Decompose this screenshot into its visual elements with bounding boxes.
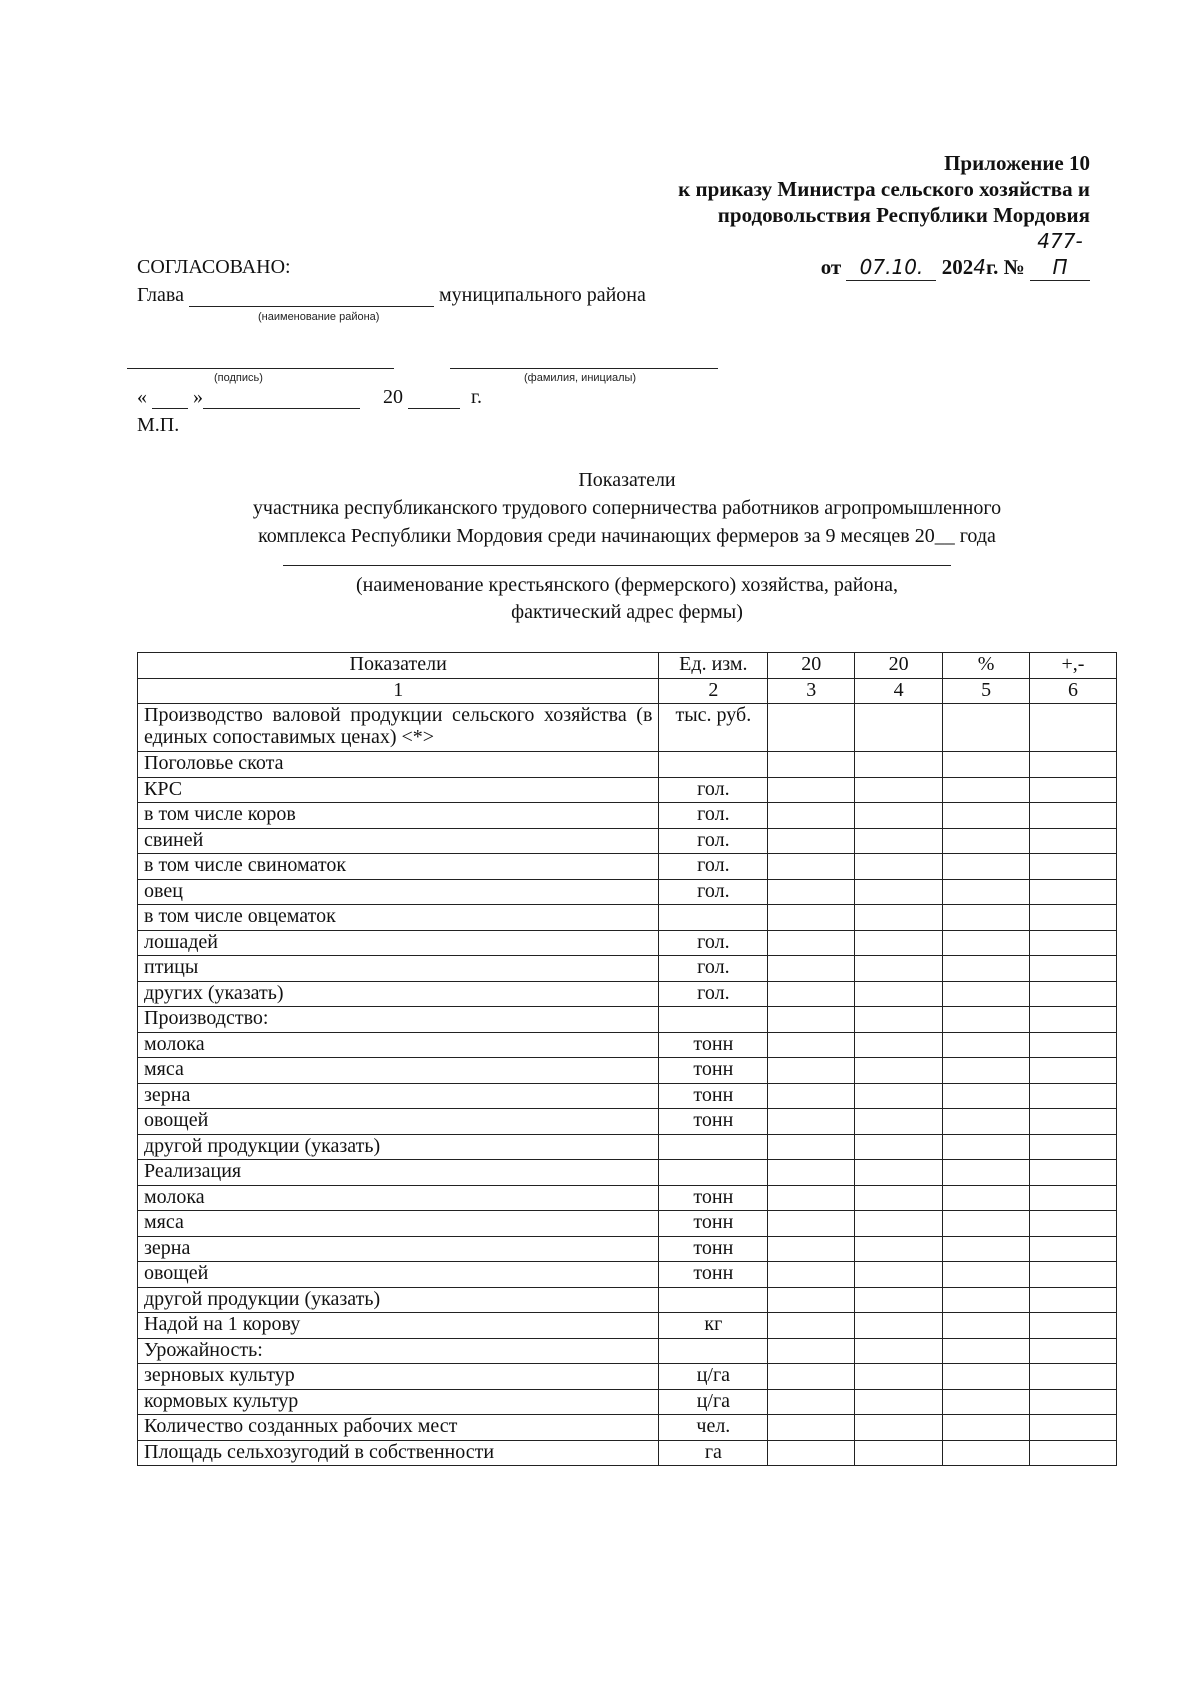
value-cell bbox=[1030, 1211, 1117, 1237]
value-cell bbox=[768, 1440, 855, 1466]
indicator-label: мяса bbox=[138, 1058, 659, 1084]
table-row bbox=[138, 1160, 1117, 1186]
value-cell bbox=[1030, 704, 1117, 752]
value-cell bbox=[768, 1262, 855, 1288]
signature-caption: (подпись) bbox=[214, 372, 263, 384]
unit-cell: тонн bbox=[659, 1058, 768, 1084]
table-row bbox=[138, 1058, 1117, 1084]
table-row bbox=[138, 803, 1117, 829]
value-cell bbox=[943, 1236, 1030, 1262]
value-cell bbox=[1030, 803, 1117, 829]
value-cell bbox=[768, 828, 855, 854]
value-cell bbox=[943, 956, 1030, 982]
value-cell bbox=[855, 956, 943, 982]
value-cell bbox=[768, 1236, 855, 1262]
value-cell bbox=[943, 1287, 1030, 1313]
value-cell bbox=[768, 1389, 855, 1415]
value-cell bbox=[1030, 854, 1117, 880]
indicator-label: в том числе коров bbox=[138, 803, 659, 829]
unit-cell bbox=[659, 1287, 768, 1313]
column-number: 2 bbox=[659, 678, 768, 704]
value-cell bbox=[855, 828, 943, 854]
value-cell bbox=[768, 752, 855, 778]
value-cell bbox=[1030, 1236, 1117, 1262]
value-cell bbox=[943, 981, 1030, 1007]
value-cell bbox=[855, 1083, 943, 1109]
value-cell bbox=[855, 1211, 943, 1237]
indicators-table bbox=[137, 652, 1117, 1466]
value-cell bbox=[855, 752, 943, 778]
unit-cell: гол. bbox=[659, 879, 768, 905]
year-blank bbox=[408, 388, 460, 409]
value-cell bbox=[768, 803, 855, 829]
indicator-label: в том числе свиноматок bbox=[138, 854, 659, 880]
table-header-row bbox=[138, 653, 1117, 679]
column-number: 1 bbox=[138, 678, 659, 704]
indicator-label: молока bbox=[138, 1032, 659, 1058]
value-cell bbox=[855, 1007, 943, 1033]
value-cell bbox=[855, 1287, 943, 1313]
value-cell bbox=[1030, 777, 1117, 803]
value-cell bbox=[768, 1134, 855, 1160]
value-cell bbox=[855, 803, 943, 829]
table-row bbox=[138, 1338, 1117, 1364]
unit-cell: тонн bbox=[659, 1262, 768, 1288]
value-cell bbox=[1030, 1389, 1117, 1415]
value-cell bbox=[855, 777, 943, 803]
table-row bbox=[138, 1109, 1117, 1135]
column-header: 20 bbox=[768, 653, 855, 679]
column-header: Ед. изм. bbox=[659, 653, 768, 679]
value-cell bbox=[1030, 1364, 1117, 1390]
approval-date-line: « » 20 г. bbox=[137, 386, 482, 408]
table-row bbox=[138, 1083, 1117, 1109]
table-row bbox=[138, 930, 1117, 956]
value-cell bbox=[768, 1185, 855, 1211]
value-cell bbox=[855, 1134, 943, 1160]
unit-cell bbox=[659, 905, 768, 931]
unit-cell: га bbox=[659, 1440, 768, 1466]
value-cell bbox=[943, 1440, 1030, 1466]
value-cell bbox=[768, 1364, 855, 1390]
value-cell bbox=[855, 704, 943, 752]
value-cell bbox=[855, 1389, 943, 1415]
document-title: Показатели участника республиканского трудового соперничества работников агропромышленного комплекса Республики Мордовия среди начинающих фермеров за 9 месяцев 20__ года bbox=[252, 469, 1002, 547]
value-cell bbox=[855, 1160, 943, 1186]
value-cell bbox=[943, 1160, 1030, 1186]
value-cell bbox=[768, 981, 855, 1007]
approval-head-line: Глава муниципального района bbox=[137, 284, 646, 306]
value-cell bbox=[855, 1236, 943, 1262]
value-cell bbox=[943, 777, 1030, 803]
order-date: 07.10. bbox=[846, 254, 936, 281]
table-row bbox=[138, 1287, 1117, 1313]
order-year: 4 bbox=[973, 255, 986, 279]
table-row bbox=[138, 752, 1117, 778]
value-cell bbox=[1030, 1083, 1117, 1109]
value-cell bbox=[943, 704, 1030, 752]
value-cell bbox=[768, 905, 855, 931]
indicator-label: другой продукции (указать) bbox=[138, 1134, 659, 1160]
value-cell bbox=[1030, 1262, 1117, 1288]
value-cell bbox=[855, 1032, 943, 1058]
value-cell bbox=[768, 1415, 855, 1441]
value-cell bbox=[943, 1007, 1030, 1033]
name-caption: (фамилия, инициалы) bbox=[524, 372, 637, 384]
value-cell bbox=[768, 879, 855, 905]
order-number: 477-П bbox=[1030, 228, 1090, 281]
value-cell bbox=[1030, 1440, 1117, 1466]
value-cell bbox=[943, 1109, 1030, 1135]
value-cell bbox=[768, 1211, 855, 1237]
table-row bbox=[138, 956, 1117, 982]
value-cell bbox=[855, 1185, 943, 1211]
value-cell bbox=[1030, 956, 1117, 982]
value-cell bbox=[943, 752, 1030, 778]
value-cell bbox=[768, 1032, 855, 1058]
month-blank bbox=[203, 388, 360, 409]
unit-cell: гол. bbox=[659, 777, 768, 803]
indicator-label: свиней bbox=[138, 828, 659, 854]
value-cell bbox=[943, 905, 1030, 931]
name-line bbox=[450, 368, 718, 369]
value-cell bbox=[943, 1313, 1030, 1339]
table-row bbox=[138, 1262, 1117, 1288]
unit-cell bbox=[659, 752, 768, 778]
value-cell bbox=[855, 905, 943, 931]
value-cell bbox=[1030, 752, 1117, 778]
value-cell bbox=[1030, 981, 1117, 1007]
table-row bbox=[138, 854, 1117, 880]
value-cell bbox=[1030, 828, 1117, 854]
unit-cell: тонн bbox=[659, 1211, 768, 1237]
indicator-label: молока bbox=[138, 1185, 659, 1211]
unit-cell bbox=[659, 1007, 768, 1033]
value-cell bbox=[855, 1440, 943, 1466]
value-cell bbox=[855, 1364, 943, 1390]
indicator-label: Производство валовой продукции сельского хозяйства (в единых сопоставимых ценах) <*> bbox=[138, 704, 659, 752]
value-cell bbox=[943, 1364, 1030, 1390]
value-cell bbox=[943, 828, 1030, 854]
value-cell bbox=[768, 854, 855, 880]
value-cell bbox=[943, 803, 1030, 829]
unit-cell bbox=[659, 1338, 768, 1364]
indicator-label: зерна bbox=[138, 1083, 659, 1109]
table-number-row bbox=[138, 678, 1117, 704]
value-cell bbox=[943, 1185, 1030, 1211]
column-number: 4 bbox=[855, 678, 943, 704]
value-cell bbox=[943, 1415, 1030, 1441]
unit-cell: тонн bbox=[659, 1032, 768, 1058]
indicator-label: птицы bbox=[138, 956, 659, 982]
indicator-label: Площадь сельхозугодий в собственности bbox=[138, 1440, 659, 1466]
unit-cell: тонн bbox=[659, 1185, 768, 1211]
order-date-line: от 07.10. 2024г. № 477-П bbox=[678, 228, 1090, 281]
value-cell bbox=[943, 930, 1030, 956]
value-cell bbox=[855, 1109, 943, 1135]
table-row bbox=[138, 1440, 1117, 1466]
value-cell bbox=[855, 1058, 943, 1084]
value-cell bbox=[768, 930, 855, 956]
value-cell bbox=[768, 1109, 855, 1135]
value-cell bbox=[1030, 1058, 1117, 1084]
unit-cell bbox=[659, 1134, 768, 1160]
indicator-label: Количество созданных рабочих мест bbox=[138, 1415, 659, 1441]
value-cell bbox=[855, 1415, 943, 1441]
value-cell bbox=[855, 1262, 943, 1288]
value-cell bbox=[1030, 879, 1117, 905]
indicator-label: Урожайность: bbox=[138, 1338, 659, 1364]
indicator-label: другой продукции (указать) bbox=[138, 1287, 659, 1313]
value-cell bbox=[768, 704, 855, 752]
unit-cell: гол. bbox=[659, 956, 768, 982]
column-header: 20 bbox=[855, 653, 943, 679]
value-cell bbox=[768, 956, 855, 982]
value-cell bbox=[943, 1134, 1030, 1160]
value-cell bbox=[943, 1389, 1030, 1415]
value-cell bbox=[768, 1160, 855, 1186]
indicator-label: в том числе овцематок bbox=[138, 905, 659, 931]
value-cell bbox=[768, 1058, 855, 1084]
value-cell bbox=[768, 1287, 855, 1313]
value-cell bbox=[1030, 1032, 1117, 1058]
column-number: 3 bbox=[768, 678, 855, 704]
table-row bbox=[138, 1134, 1117, 1160]
indicator-label: кормовых культур bbox=[138, 1389, 659, 1415]
unit-cell: гол. bbox=[659, 854, 768, 880]
indicator-label: Реализация bbox=[138, 1160, 659, 1186]
table-row bbox=[138, 777, 1117, 803]
unit-cell: гол. bbox=[659, 981, 768, 1007]
column-header: Показатели bbox=[138, 653, 659, 679]
table-body bbox=[138, 704, 1117, 1466]
table-row bbox=[138, 879, 1117, 905]
signature-line bbox=[127, 368, 394, 369]
unit-cell: гол. bbox=[659, 828, 768, 854]
table-row bbox=[138, 1185, 1117, 1211]
district-caption: (наименование района) bbox=[258, 311, 380, 323]
stamp-label: М.П. bbox=[137, 414, 180, 436]
table-row bbox=[138, 704, 1117, 752]
unit-cell: тонн bbox=[659, 1109, 768, 1135]
indicator-label: КРС bbox=[138, 777, 659, 803]
unit-cell: чел. bbox=[659, 1415, 768, 1441]
value-cell bbox=[768, 777, 855, 803]
indicator-label: лошадей bbox=[138, 930, 659, 956]
indicator-label: зерновых культур bbox=[138, 1364, 659, 1390]
approval-title: СОГЛАСОВАНО: bbox=[137, 256, 291, 278]
value-cell bbox=[1030, 1160, 1117, 1186]
day-blank bbox=[152, 388, 188, 409]
column-number: 5 bbox=[943, 678, 1030, 704]
value-cell bbox=[768, 1313, 855, 1339]
table-row bbox=[138, 1389, 1117, 1415]
value-cell bbox=[1030, 1313, 1117, 1339]
value-cell bbox=[1030, 930, 1117, 956]
unit-cell: кг bbox=[659, 1313, 768, 1339]
table-row bbox=[138, 1236, 1117, 1262]
unit-cell: гол. bbox=[659, 803, 768, 829]
indicator-label: Надой на 1 корову bbox=[138, 1313, 659, 1339]
table-row bbox=[138, 1313, 1117, 1339]
value-cell bbox=[768, 1338, 855, 1364]
table-row bbox=[138, 905, 1117, 931]
value-cell bbox=[1030, 1007, 1117, 1033]
value-cell bbox=[943, 1262, 1030, 1288]
column-header: +,- bbox=[1030, 653, 1117, 679]
value-cell bbox=[1030, 1109, 1117, 1135]
value-cell bbox=[855, 879, 943, 905]
unit-cell: ц/га bbox=[659, 1389, 768, 1415]
value-cell bbox=[855, 854, 943, 880]
farm-name-caption: (наименование крестьянского (фермерского) хозяйства, района, фактический адрес фермы) bbox=[355, 574, 899, 623]
unit-cell bbox=[659, 1160, 768, 1186]
value-cell bbox=[855, 1338, 943, 1364]
unit-cell: тыс. руб. bbox=[659, 704, 768, 752]
value-cell bbox=[943, 854, 1030, 880]
value-cell bbox=[855, 930, 943, 956]
value-cell bbox=[1030, 905, 1117, 931]
unit-cell: гол. bbox=[659, 930, 768, 956]
unit-cell: тонн bbox=[659, 1236, 768, 1262]
value-cell bbox=[943, 1058, 1030, 1084]
unit-cell: тонн bbox=[659, 1083, 768, 1109]
table-row bbox=[138, 1007, 1117, 1033]
column-number: 6 bbox=[1030, 678, 1117, 704]
value-cell bbox=[855, 981, 943, 1007]
value-cell bbox=[943, 1083, 1030, 1109]
value-cell bbox=[768, 1007, 855, 1033]
indicator-label: овец bbox=[138, 879, 659, 905]
indicator-label: мяса bbox=[138, 1211, 659, 1237]
indicator-label: овощей bbox=[138, 1109, 659, 1135]
table-row bbox=[138, 1032, 1117, 1058]
column-header: % bbox=[943, 653, 1030, 679]
table-row bbox=[138, 981, 1117, 1007]
value-cell bbox=[768, 1083, 855, 1109]
farm-name-line bbox=[283, 565, 951, 566]
value-cell bbox=[943, 1338, 1030, 1364]
district-blank bbox=[189, 286, 434, 307]
indicator-label: овощей bbox=[138, 1262, 659, 1288]
value-cell bbox=[1030, 1185, 1117, 1211]
table-row bbox=[138, 1364, 1117, 1390]
order-line: к приказу Министра сельского хозяйства и bbox=[678, 177, 1090, 201]
indicator-label: зерна bbox=[138, 1236, 659, 1262]
indicator-label: Производство: bbox=[138, 1007, 659, 1033]
ministry-line: продовольствия Республики Мордовия bbox=[717, 203, 1090, 227]
indicator-label: других (указать) bbox=[138, 981, 659, 1007]
value-cell bbox=[1030, 1134, 1117, 1160]
value-cell bbox=[855, 1313, 943, 1339]
unit-cell: ц/га bbox=[659, 1364, 768, 1390]
value-cell bbox=[1030, 1415, 1117, 1441]
indicator-label: Поголовье скота bbox=[138, 752, 659, 778]
value-cell bbox=[943, 879, 1030, 905]
table-row bbox=[138, 828, 1117, 854]
value-cell bbox=[1030, 1287, 1117, 1313]
table-row bbox=[138, 1415, 1117, 1441]
appendix-title: Приложение 10 bbox=[944, 151, 1090, 175]
appendix-header bbox=[678, 150, 1090, 281]
table-row bbox=[138, 1211, 1117, 1237]
value-cell bbox=[943, 1211, 1030, 1237]
value-cell bbox=[943, 1032, 1030, 1058]
value-cell bbox=[1030, 1338, 1117, 1364]
